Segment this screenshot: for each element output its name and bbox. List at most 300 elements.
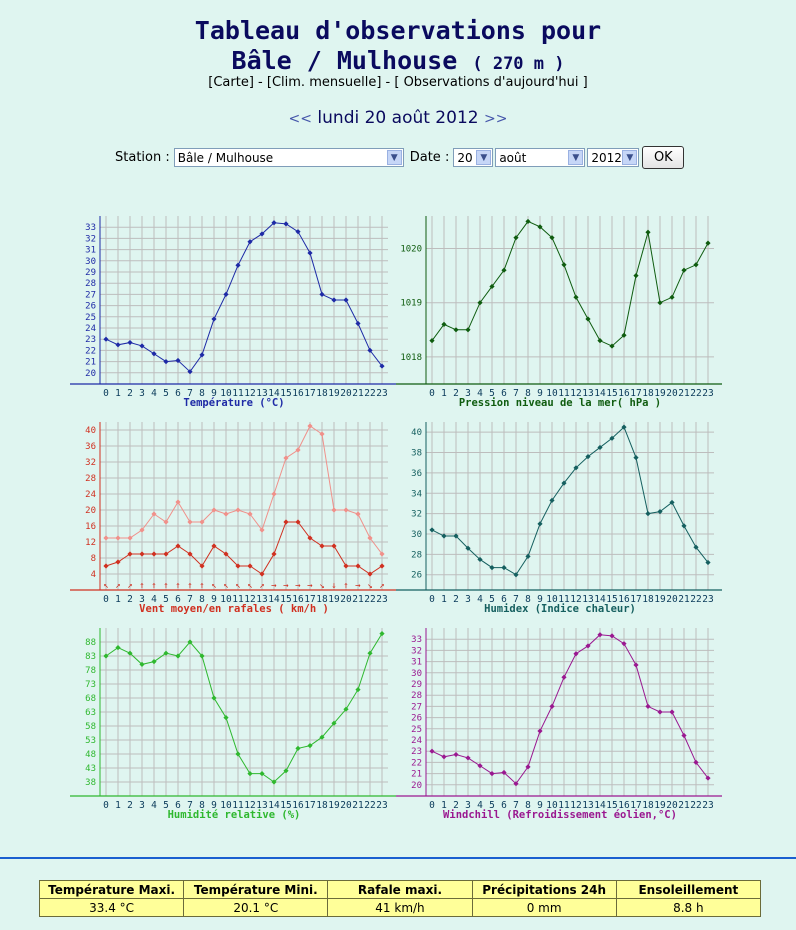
link-separator: - [253, 75, 267, 90]
y-tick-label: 43 [85, 764, 96, 774]
summary-header-row [40, 881, 761, 899]
wind-direction-arrow: ↑ [175, 581, 181, 591]
data-point [235, 751, 240, 756]
y-tick-label: 21 [411, 769, 422, 780]
data-point [453, 752, 458, 757]
data-point [633, 455, 638, 460]
y-tick-label: 28 [85, 474, 96, 484]
x-tick-label: 12 [570, 388, 582, 399]
y-tick-label: 31 [85, 245, 96, 256]
data-point [139, 551, 144, 556]
y-tick-label: 16 [85, 522, 96, 532]
x-tick-label: 14 [268, 388, 280, 399]
x-tick-label: 19 [654, 388, 666, 399]
data-point [513, 572, 518, 577]
data-point [441, 754, 446, 759]
data-point [355, 687, 360, 692]
x-tick-label: 17 [630, 800, 642, 811]
data-point [319, 543, 324, 548]
year-select[interactable] [587, 148, 639, 167]
y-tick-label: 30 [411, 668, 422, 679]
y-tick-label: 83 [85, 652, 96, 662]
data-point [343, 507, 348, 512]
y-tick-label: 32 [411, 509, 422, 520]
data-point [295, 447, 300, 452]
data-point [175, 499, 180, 504]
y-tick-label: 21 [85, 357, 96, 368]
x-tick-label: 7 [513, 800, 519, 811]
link-separator: - [381, 75, 395, 90]
x-tick-label: 0 [429, 388, 435, 399]
data-point [429, 749, 434, 754]
x-tick-label: 4 [151, 388, 157, 399]
x-tick-label: 16 [292, 388, 304, 399]
data-point [379, 563, 384, 568]
year-select-value: 2012 [591, 150, 622, 165]
date-label: Date : [409, 150, 450, 165]
nav-links [0, 75, 796, 90]
x-tick-label: 13 [582, 594, 594, 605]
x-tick-label: 2 [453, 388, 459, 399]
y-tick-label: 34 [411, 489, 422, 500]
x-tick-label: 1 [441, 800, 447, 811]
y-tick-label: 1019 [400, 298, 422, 309]
x-tick-label: 22 [690, 388, 702, 399]
wind-direction-arrow: ↑ [139, 581, 145, 591]
x-tick-label: 15 [280, 594, 292, 605]
y-tick-label: 40 [85, 426, 96, 436]
y-tick-label: 38 [85, 778, 96, 788]
x-tick-label: 10 [546, 594, 558, 605]
wind-direction-arrow: → [271, 581, 277, 591]
x-tick-label: 19 [654, 800, 666, 811]
x-tick-label: 3 [465, 388, 471, 399]
wind-direction-arrow: ↗ [379, 581, 385, 591]
data-point [477, 763, 482, 768]
data-point [103, 337, 108, 342]
station-select[interactable] [174, 148, 404, 167]
month-select-value: août [499, 150, 527, 165]
data-point [367, 571, 372, 576]
chart-title: Humidité relative (%) [167, 809, 301, 821]
data-point [633, 273, 638, 278]
station-select-value: Bâle / Mulhouse [177, 150, 274, 165]
x-tick-label: 4 [477, 594, 483, 605]
x-tick-label: 20 [666, 800, 678, 811]
x-tick-label: 22 [364, 594, 376, 605]
chevron-down-icon[interactable]: ▼ [568, 150, 583, 165]
x-tick-label: 23 [702, 594, 714, 605]
y-tick-label: 8 [90, 554, 96, 564]
data-point [621, 641, 626, 646]
data-point [139, 343, 144, 348]
x-tick-label: 0 [429, 594, 435, 605]
link-observations-aujourdhui[interactable]: [ Observations d'aujourd'hui ] [394, 75, 588, 90]
y-tick-label: 38 [411, 448, 422, 459]
x-tick-label: 8 [525, 594, 531, 605]
link-carte[interactable]: [Carte] [208, 75, 254, 90]
data-point [465, 327, 470, 332]
data-point [573, 295, 578, 300]
y-tick-label: 1018 [400, 352, 422, 363]
summary-header: Température Maxi. [40, 881, 184, 899]
data-point [343, 297, 348, 302]
chart-title: Vent moyen/en rafales ( km/h ) [139, 603, 329, 615]
x-tick-label: 6 [501, 594, 507, 605]
wind-direction-arrow: → [307, 581, 313, 591]
x-tick-label: 5 [489, 594, 495, 605]
x-tick-label: 12 [244, 388, 256, 399]
data-point [355, 321, 360, 326]
wind-direction-arrow: ↖ [103, 581, 109, 591]
y-tick-label: 20 [85, 506, 96, 516]
next-day-link[interactable]: >> [483, 111, 508, 127]
x-tick-label: 19 [328, 800, 340, 811]
x-tick-label: 17 [304, 594, 316, 605]
y-tick-label: 26 [411, 713, 422, 724]
y-tick-label: 53 [85, 736, 96, 746]
x-tick-label: 14 [594, 800, 606, 811]
chart-title: Humidex (Indice chaleur) [484, 603, 636, 615]
wind-direction-arrow: ↖ [211, 581, 217, 591]
x-tick-label: 21 [352, 388, 364, 399]
y-tick-label: 27 [85, 290, 96, 301]
wind-direction-arrow: ↓ [331, 581, 337, 591]
data-point [355, 563, 360, 568]
data-point [705, 240, 710, 245]
data-point [343, 563, 348, 568]
data-point [669, 295, 674, 300]
y-tick-label: 27 [411, 702, 422, 713]
vent-chart [70, 414, 396, 624]
x-tick-label: 1 [115, 388, 121, 399]
data-point [295, 746, 300, 751]
data-point [645, 230, 650, 235]
data-point [549, 704, 554, 709]
x-tick-label: 8 [199, 800, 205, 811]
y-tick-label: 68 [85, 694, 96, 704]
x-tick-label: 18 [316, 388, 328, 399]
x-tick-label: 1 [115, 594, 121, 605]
chevron-down-icon[interactable]: ▼ [476, 150, 491, 165]
y-tick-label: 22 [85, 346, 96, 357]
y-tick-label: 33 [411, 635, 422, 646]
x-tick-label: 5 [489, 388, 495, 399]
y-tick-label: 33 [85, 223, 96, 234]
data-point [657, 300, 662, 305]
y-tick-label: 24 [85, 324, 96, 334]
x-tick-label: 6 [501, 800, 507, 811]
x-tick-label: 13 [256, 594, 268, 605]
x-tick-label: 21 [678, 800, 690, 811]
data-point [331, 543, 336, 548]
x-tick-label: 3 [139, 388, 145, 399]
x-tick-label: 10 [546, 388, 558, 399]
y-tick-label: 78 [85, 666, 96, 676]
x-tick-label: 10 [220, 388, 232, 399]
series-line [432, 427, 708, 575]
y-tick-label: 12 [85, 538, 96, 548]
chevron-down-icon[interactable]: ▼ [387, 150, 402, 165]
x-tick-label: 6 [175, 594, 181, 605]
data-point [235, 263, 240, 268]
y-tick-label: 28 [411, 691, 422, 702]
x-tick-label: 5 [163, 800, 169, 811]
x-tick-label: 14 [268, 594, 280, 605]
x-tick-label: 9 [211, 388, 217, 399]
data-point [681, 733, 686, 738]
y-tick-label: 63 [85, 708, 96, 718]
wind-direction-arrow: ↗ [259, 581, 265, 591]
x-tick-label: 19 [328, 388, 340, 399]
x-tick-label: 21 [352, 594, 364, 605]
data-point [127, 535, 132, 540]
wind-direction-arrow: → [295, 581, 301, 591]
data-point [163, 359, 168, 364]
y-tick-label: 40 [411, 428, 422, 439]
x-tick-label: 20 [340, 388, 352, 399]
x-tick-label: 7 [187, 594, 193, 605]
series-line [432, 221, 708, 346]
wind-direction-arrow: ↑ [151, 581, 157, 591]
x-tick-label: 20 [340, 594, 352, 605]
x-tick-label: 11 [558, 594, 570, 605]
summary-value-tmax: 33.4 °C [40, 899, 184, 917]
x-tick-label: 22 [364, 800, 376, 811]
data-point [657, 709, 662, 714]
page-title-line2 [0, 46, 796, 75]
current-date: lundi 20 août 2012 [317, 108, 479, 128]
data-point [453, 327, 458, 332]
x-tick-label: 12 [244, 800, 256, 811]
x-tick-label: 18 [642, 594, 654, 605]
wind-direction-arrow: ↗ [127, 581, 133, 591]
y-tick-label: 25 [85, 312, 96, 323]
x-tick-label: 2 [127, 594, 133, 605]
x-tick-label: 8 [199, 594, 205, 605]
y-tick-label: 28 [85, 279, 96, 290]
y-tick-label: 26 [411, 570, 422, 581]
x-tick-label: 21 [352, 800, 364, 811]
x-tick-label: 20 [666, 388, 678, 399]
x-tick-label: 13 [256, 800, 268, 811]
y-tick-label: 36 [85, 442, 96, 452]
x-tick-label: 1 [441, 594, 447, 605]
x-tick-label: 22 [364, 388, 376, 399]
x-tick-label: 19 [328, 594, 340, 605]
y-tick-label: 22 [411, 758, 422, 769]
summary-header: Ensoleillement [616, 881, 760, 899]
y-tick-label: 32 [411, 646, 422, 657]
data-point [283, 455, 288, 460]
x-tick-label: 4 [151, 594, 157, 605]
x-tick-label: 21 [678, 594, 690, 605]
x-tick-label: 18 [642, 388, 654, 399]
station-altitude: ( 270 m ) [472, 54, 565, 74]
x-tick-label: 0 [103, 800, 109, 811]
y-tick-label: 73 [85, 680, 96, 690]
y-tick-label: 4 [90, 570, 96, 580]
chart-title: Windchill (Refroidissement éolien,°C) [443, 809, 677, 821]
x-tick-label: 16 [292, 594, 304, 605]
x-tick-label: 1 [441, 388, 447, 399]
day-select-value: 20 [457, 150, 473, 165]
x-tick-label: 20 [666, 594, 678, 605]
data-point [127, 551, 132, 556]
y-tick-label: 30 [411, 530, 422, 540]
y-tick-label: 30 [85, 256, 96, 267]
y-tick-label: 23 [411, 747, 422, 758]
x-tick-label: 7 [187, 388, 193, 399]
x-tick-label: 11 [558, 388, 570, 399]
data-point [331, 297, 336, 302]
y-tick-label: 58 [85, 722, 96, 732]
x-tick-label: 18 [316, 594, 328, 605]
x-tick-label: 23 [702, 800, 714, 811]
data-point [681, 268, 686, 273]
data-point [645, 511, 650, 516]
data-point [633, 662, 638, 667]
month-select[interactable] [495, 148, 585, 167]
x-tick-label: 12 [570, 594, 582, 605]
day-select[interactable] [453, 148, 493, 167]
summary-value-precip: 0 mm [472, 899, 616, 917]
x-tick-label: 9 [537, 388, 543, 399]
x-tick-label: 14 [268, 800, 280, 811]
y-tick-label: 32 [85, 234, 96, 245]
chevron-down-icon[interactable]: ▼ [622, 150, 637, 165]
wind-direction-arrow: ↘ [319, 581, 325, 591]
data-point [115, 342, 120, 347]
data-point [319, 292, 324, 297]
x-tick-label: 16 [618, 800, 630, 811]
x-tick-label: 21 [678, 388, 690, 399]
x-tick-label: 14 [594, 594, 606, 605]
summary-value-row [40, 899, 761, 917]
data-point [501, 565, 506, 570]
x-tick-label: 11 [558, 800, 570, 811]
x-tick-label: 23 [376, 594, 388, 605]
data-point [163, 519, 168, 524]
windchill-chart [396, 620, 722, 830]
data-point [223, 715, 228, 720]
y-tick-label: 23 [85, 335, 96, 346]
wind-direction-arrow: ↑ [163, 581, 169, 591]
x-tick-label: 17 [630, 594, 642, 605]
data-point [247, 771, 252, 776]
summary-header: Rafale maxi. [328, 881, 472, 899]
x-tick-label: 22 [690, 800, 702, 811]
data-point [585, 316, 590, 321]
data-point [187, 519, 192, 524]
data-point [669, 709, 674, 714]
y-tick-label: 24 [411, 736, 422, 746]
data-point [127, 340, 132, 345]
x-tick-label: 14 [594, 388, 606, 399]
x-tick-label: 15 [280, 800, 292, 811]
data-point [331, 507, 336, 512]
x-tick-label: 23 [702, 388, 714, 399]
data-point [609, 633, 614, 638]
x-tick-label: 5 [489, 800, 495, 811]
y-tick-label: 48 [85, 750, 96, 760]
x-tick-label: 10 [220, 594, 232, 605]
x-tick-label: 3 [465, 594, 471, 605]
humidite-chart [70, 620, 396, 830]
series-line [432, 635, 708, 784]
x-tick-label: 3 [139, 800, 145, 811]
data-point [307, 423, 312, 428]
data-point [295, 229, 300, 234]
link-clim-mensuelle[interactable]: [Clim. mensuelle] [266, 75, 382, 90]
pression-chart [396, 208, 722, 418]
data-point [151, 351, 156, 356]
x-tick-label: 3 [139, 594, 145, 605]
data-point [271, 491, 276, 496]
wind-direction-arrow: ↑ [343, 581, 349, 591]
x-tick-label: 17 [304, 388, 316, 399]
x-tick-label: 11 [232, 594, 244, 605]
x-tick-label: 7 [513, 594, 519, 605]
summary-value-rafale: 41 km/h [328, 899, 472, 917]
date-navigation [0, 108, 796, 128]
x-tick-label: 2 [453, 594, 459, 605]
x-tick-label: 11 [232, 800, 244, 811]
x-tick-label: 15 [606, 800, 618, 811]
x-tick-label: 2 [127, 800, 133, 811]
ok-button[interactable]: OK [642, 146, 684, 169]
x-tick-label: 15 [606, 594, 618, 605]
x-tick-label: 9 [211, 594, 217, 605]
x-tick-label: 8 [525, 800, 531, 811]
x-tick-label: 8 [199, 388, 205, 399]
wind-direction-arrow: ↗ [115, 581, 121, 591]
summary-value-tmin: 20.1 °C [184, 899, 328, 917]
x-tick-label: 22 [690, 594, 702, 605]
data-point [103, 563, 108, 568]
y-tick-label: 36 [411, 468, 422, 479]
x-tick-label: 23 [376, 388, 388, 399]
x-tick-label: 2 [453, 800, 459, 811]
previous-day-link[interactable]: << [288, 111, 313, 127]
x-tick-label: 13 [582, 800, 594, 811]
data-point [271, 551, 276, 556]
data-point [645, 704, 650, 709]
x-tick-label: 9 [537, 800, 543, 811]
data-point [367, 651, 372, 656]
station-date-form [115, 146, 684, 169]
x-tick-label: 5 [163, 388, 169, 399]
x-tick-label: 23 [376, 800, 388, 811]
x-tick-label: 7 [513, 388, 519, 399]
x-tick-label: 17 [304, 800, 316, 811]
y-tick-label: 88 [85, 638, 96, 648]
data-point [379, 631, 384, 636]
data-point [597, 338, 602, 343]
summary-header: Température Mini. [184, 881, 328, 899]
x-tick-label: 0 [429, 800, 435, 811]
x-tick-label: 16 [618, 388, 630, 399]
data-point [537, 521, 542, 526]
y-tick-label: 24 [85, 490, 96, 500]
data-point [115, 535, 120, 540]
data-point [223, 511, 228, 516]
wind-direction-arrow: ↑ [187, 581, 193, 591]
wind-direction-arrow: → [283, 581, 289, 591]
y-tick-label: 29 [85, 268, 96, 278]
x-tick-label: 6 [175, 800, 181, 811]
x-tick-label: 3 [465, 800, 471, 811]
